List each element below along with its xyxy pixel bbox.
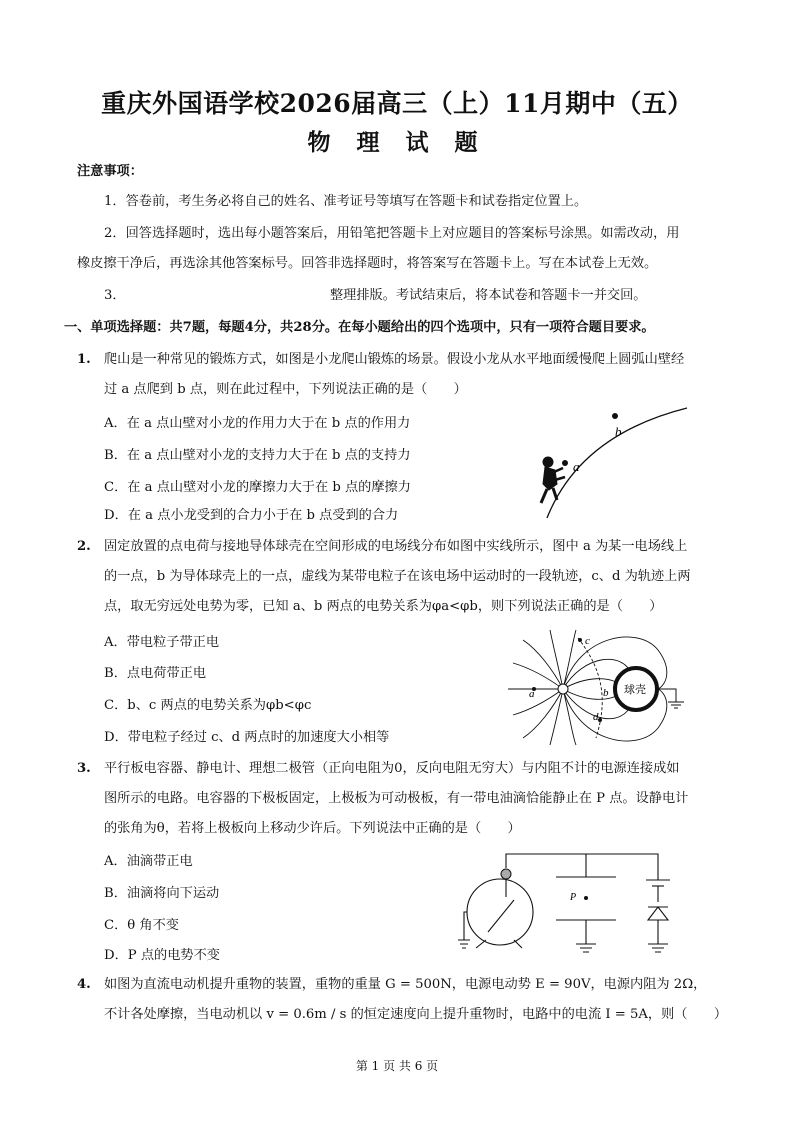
- q2-stem-line1: 固定放置的点电荷与接地导体球壳在空间形成的电场线分布如图中实线所示，图中 a 为某一电场线上: [104, 539, 688, 554]
- q2-label-d: d: [593, 711, 599, 723]
- q1-option-a: A．在 a 点山壁对小龙的作用力大于在 b 点的作用力: [104, 416, 411, 431]
- point-charge: [558, 684, 568, 694]
- q1-label-b: b: [615, 424, 622, 439]
- q1-stem-line2: 过 a 点爬到 b 点，则在此过程中，下列说法正确的是（ ）: [104, 382, 467, 397]
- notice-heading: 注意事项：: [77, 164, 143, 179]
- q2-option-b: B．点电荷带正电: [104, 666, 207, 681]
- q1-option-b: B．在 a 点山壁对小龙的支持力大于在 b 点的支持力: [104, 448, 411, 463]
- q4-number: 4.: [77, 977, 91, 992]
- q3-stem-line1: 平行板电容器、静电计、理想二极管（正向电阻为0，反向电阻无穷大）与内阻不计的电源连接成如: [104, 761, 680, 776]
- shell-label: 球壳: [624, 684, 646, 696]
- q2-stem-line3: 点，取无穷远处电势为零，已知 a、b 两点的电势关系为φa<φb，则下列说法正确的是（ ）: [104, 599, 663, 614]
- q3-number: 3.: [77, 761, 91, 776]
- q2-stem-line2: 的一点，b 为导体球壳上的一点，虚线为某带电粒子在该电场中运动时的一段轨迹，c、d 为轨迹上两: [104, 569, 691, 584]
- q3-label-p: P: [570, 892, 577, 903]
- q3-option-c: C．θ 角不变: [104, 918, 179, 933]
- notice-item-2b: 橡皮擦干净后，再选涂其他答案标号。回答非选择题时，将答案写在答题卡上。写在本试卷上无效。: [77, 256, 658, 271]
- q1-point-a: [562, 460, 568, 466]
- q3-option-a: A．油滴带正电: [104, 854, 193, 869]
- q1-figure: [525, 400, 695, 520]
- q4-stem-line2: 不计各处摩擦，当电动机以 v = 0.6m / s 的恒定速度向上提升重物时，电路中的电流 I = 5A，则（ ）: [104, 1007, 728, 1022]
- climber-figure: [541, 457, 565, 503]
- q2-field-figure: [508, 630, 688, 745]
- oil-drop: [584, 896, 588, 900]
- q3-option-b: B．油滴将向下运动: [104, 886, 220, 901]
- q2-option-a: A．带电粒子带正电: [104, 635, 220, 650]
- q1-stem-line1: 爬山是一种常见的锻炼方式，如图是小龙爬山锻炼的场景。假设小龙从水平地面缓慢爬上圆弧山壁经: [104, 352, 685, 367]
- q2-option-d: D．带电粒子经过 c、d 两点时的加速度大小相等: [104, 730, 390, 745]
- q3-option-d: D．P 点的电势不变: [104, 948, 220, 963]
- subject-title: 物 理 试 题: [307, 129, 487, 156]
- q4-stem-line1: 如图为直流电动机提升重物的装置，重物的重量 G = 500N，电源电动势 E = 90V，电源内阻为 2Ω，: [104, 977, 707, 992]
- q1-point-b: [612, 413, 618, 419]
- electrometer-knob: [501, 869, 511, 879]
- q3-stem-line2: 图所示的电路。电容器的下极板固定，上极板为可动极板，有一带电油滴恰能静止在 P 点。设静电计: [104, 791, 689, 806]
- q1-option-d: D．在 a 点小龙受到的合力小于在 b 点受到的合力: [104, 508, 399, 523]
- q1-number: 1.: [77, 352, 91, 367]
- q2-label-b: b: [603, 687, 609, 699]
- q2-label-a: a: [529, 688, 535, 700]
- page-number: 第 1 页 共 6 页: [355, 1059, 439, 1073]
- q2-label-c: c: [585, 635, 590, 647]
- notice-item-3-num: 3．: [104, 288, 126, 303]
- exam-title: 重庆外国语学校2026届高三（上）11月期中（五）: [101, 89, 693, 118]
- section-heading: 一、单项选择题：共7题，每题4分，共28分。在每小题给出的四个选项中，只有一项符合题目要求。: [64, 320, 655, 335]
- q1-option-c: C．在 a 点山壁对小龙的摩擦力大于在 b 点的摩擦力: [104, 480, 411, 495]
- q1-label-a: a: [573, 459, 580, 474]
- q2-number: 2.: [77, 539, 91, 554]
- notice-item-2a: 2．回答选择题时，选出每小题答案后，用铅笔把答题卡上对应题目的答案标号涂黑。如需改动，用: [104, 226, 680, 241]
- notice-item-3-text: 整理排版。考试结束后，将本试卷和答题卡一并交回。: [330, 288, 647, 303]
- notice-item-1: 1．答卷前，考生务必将自己的姓名、准考证号等填写在答题卡和试卷指定位置上。: [104, 194, 588, 209]
- q3-stem-line3: 的张角为θ，若将上极板向上移动少许后。下列说法中正确的是（ ）: [104, 821, 521, 836]
- q2-option-c: C．b、c 两点的电势关系为φb<φc: [104, 698, 312, 713]
- q3-circuit-figure: [458, 852, 680, 960]
